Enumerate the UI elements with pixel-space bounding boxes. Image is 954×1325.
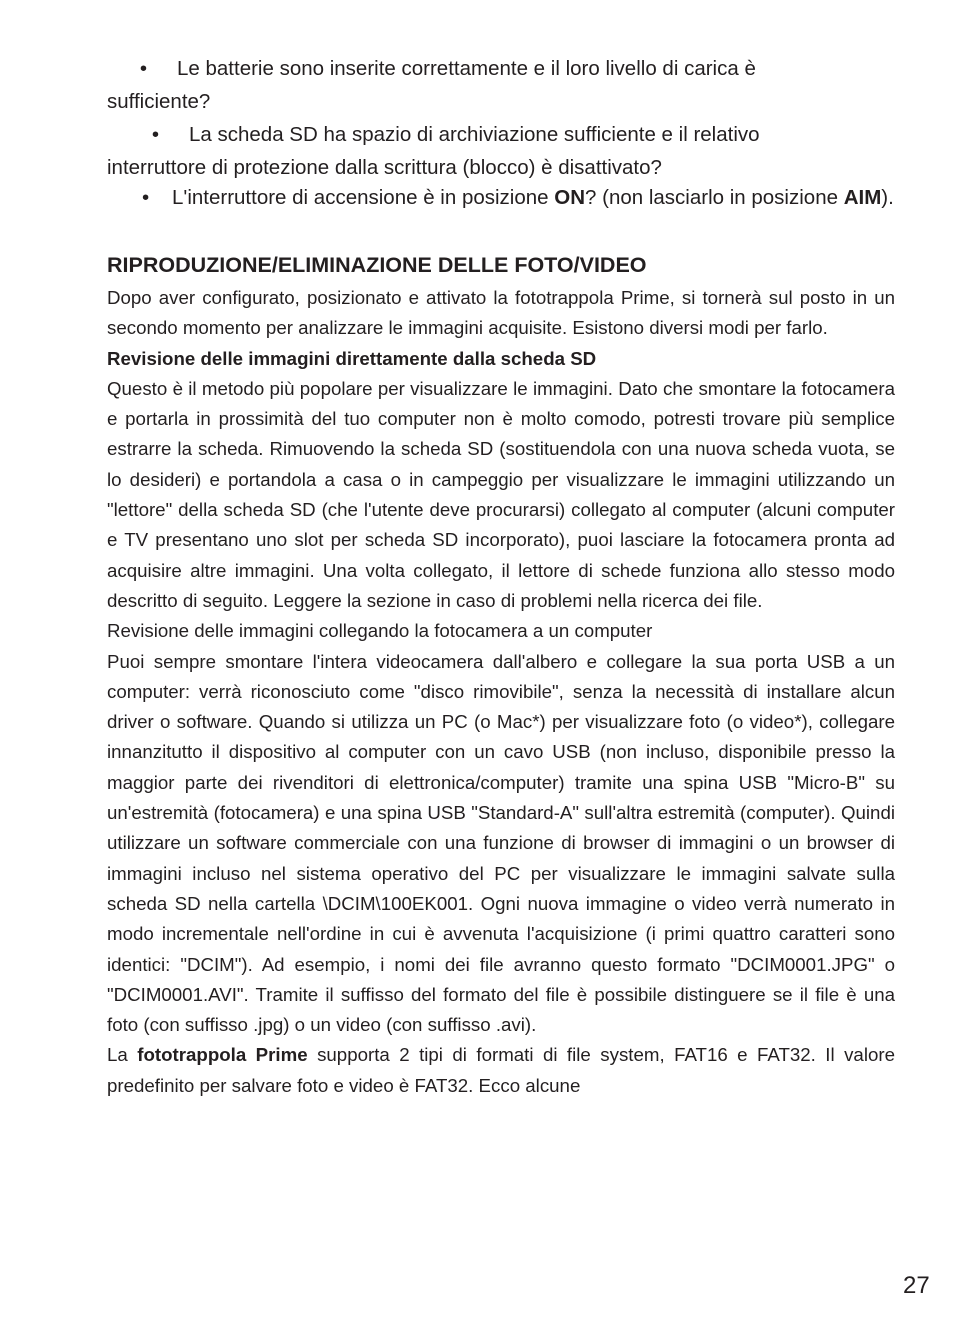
paragraph-sd-card: Questo è il metodo più popolare per visualizzare le immagini. Dato che smontare la fotocamera e portarla in prossimità del tuo computer non è molto comodo, potresti trovare più semplice estrarre la scheda. Rimuovendo la scheda SD (sostituendola con una nuova scheda vuota, se lo desideri) e portandola a casa o in campeggio per visualizzare le immagini utilizzando un "lettore" della scheda SD (che l'utente deve procurarsi) collegato al computer (alcuni computer e TV presentano uno slot per scheda SD incorporato), puoi lasciare la fotocamera pronta ad acquisire altre immagini. Una volta collegato, il lettore di schede funziona allo stesso modo descritto di seguito. Leggere la sezione in caso di problemi nella ricerca dei file.	[107, 377, 895, 611]
subheading-computer: Revisione delle immagini collegando la fotocamera a un computer	[107, 620, 653, 642]
bullet-bold-aim: AIM	[843, 186, 882, 209]
bullet-text-first: La scheda SD ha spazio di archiviazione sufficiente e il relativo	[189, 123, 760, 146]
bullet-text-rest: sufficiente?	[107, 90, 211, 113]
bullet-glyph: •	[139, 57, 147, 80]
bullet-sd-card	[107, 118, 895, 184]
bullet-text-first: Le batterie sono inserite correttamente e il loro livello di carica è	[177, 57, 756, 80]
intro-paragraph: Dopo aver configurato, posizionato e attivato la fototrappola Prime, si tornerà sul posto in un secondo momento per analizzare le immagini acquisite. Esistono diversi modi per farlo.	[107, 287, 895, 339]
bullet-text-pre: L'interruttore di accensione è in posizione	[172, 186, 555, 209]
bullet-bold-on: ON	[554, 186, 586, 209]
paragraph-computer: Puoi sempre smontare l'intera videocamera dall'albero e collegare la sua porta USB a un computer: verrà riconosciuto come "disco rimovibile", senza la necessità di installare alcun driver o software. Quando si utilizza un PC (o Mac*) per visualizzare foto (o video*), collegare innanzitutto il dispositivo al computer con un cavo USB (non incluso, disponibile presso la maggior parte dei rivenditori di elettronica/computer) tramite una spina USB "Micro-B" su un'estremità (fotocamera) e una spina USB "Standard-A" sull'altra estremità (computer). Quindi utilizzare un software commerciale con una funzione di browser di immagini o un browser di immagini incluso nel sistema operativo del PC per visualizzare le immagini salvate sulla scheda SD nella cartella \DCIM\100EK001. Ogni nuova immagine o video verrà numerato in modo incrementale nell'ordine in cui è avvenuta l'acquisizione (i primi quattro caratteri sono identici: "DCIM"). Ad esempio, i nomi dei file avranno questo formato "DCIM0001.JPG" o "DCIM0001.AVI". Tramite il suffisso del formato del file è possibile distinguere se il file è una foto (con suffisso .jpg) o un video (con suffisso .avi).	[107, 650, 895, 1036]
bullet-text-post: ).	[881, 186, 894, 209]
paragraph-file-system	[107, 1040, 895, 1101]
fs-text-pre: La	[107, 1044, 138, 1066]
bullet-text-rest: interruttore di protezione dalla scrittura (blocco) è disattivato?	[107, 156, 662, 179]
bullet-glyph: •	[151, 123, 159, 146]
subheading-sd-card: Revisione delle immagini direttamente dalla scheda SD	[107, 347, 597, 369]
page-number: 27	[903, 1272, 930, 1299]
bullet-text-mid: ? (non lasciarlo in posizione	[585, 186, 844, 209]
page-content	[107, 52, 895, 1101]
bullet-batteries	[107, 52, 895, 118]
bullet-power-switch	[107, 184, 895, 212]
bullet-glyph: •	[142, 186, 150, 209]
fs-text-bold: fototrappola Prime	[137, 1044, 308, 1066]
section-heading: RIPRODUZIONE/ELIMINAZIONE DELLE FOTO/VIDEO	[107, 253, 647, 277]
fs-text-post: supporta 2 tipi di formati di file system, FAT16 e FAT32. Il valore predefinito per salvare foto e video è FAT32. Ecco alcune	[107, 1044, 895, 1096]
